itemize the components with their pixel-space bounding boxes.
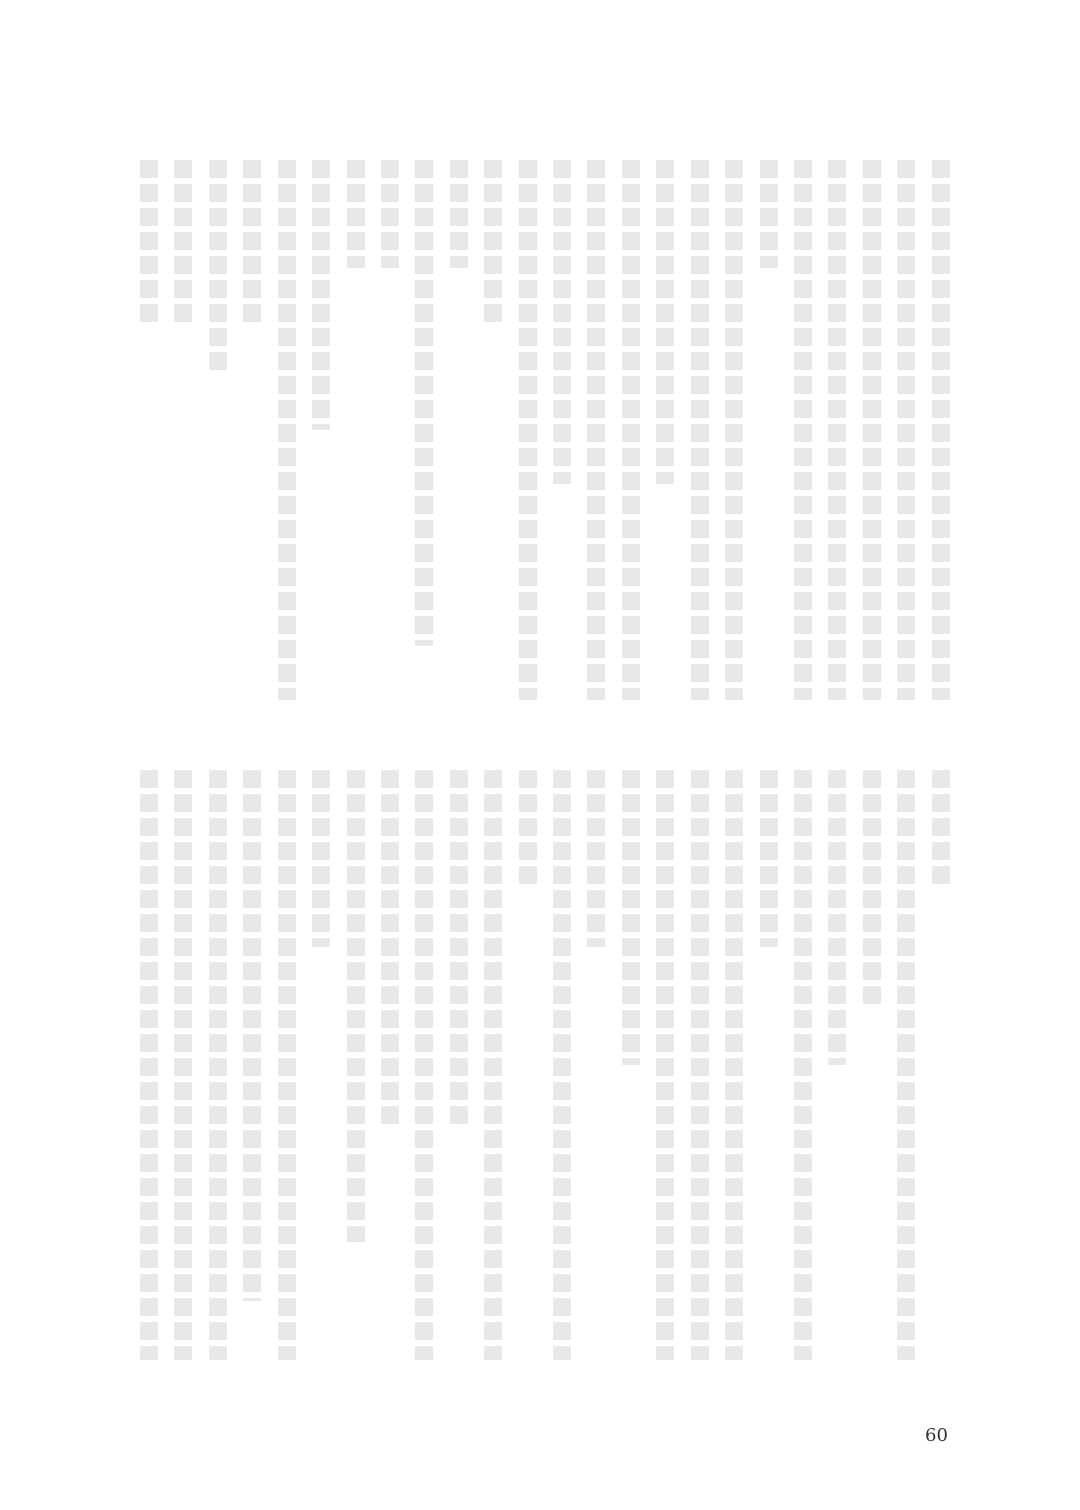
- text-column-placeholder: [278, 160, 296, 700]
- text-column-placeholder: [209, 160, 227, 376]
- text-column-placeholder: [484, 160, 502, 322]
- text-column-placeholder: [450, 160, 468, 268]
- text-column-placeholder: [484, 770, 502, 1360]
- text-column-placeholder: [415, 160, 433, 646]
- text-column-placeholder: [760, 770, 778, 947]
- text-column-placeholder: [347, 770, 365, 1242]
- text-column-placeholder: [587, 770, 605, 947]
- text-column-placeholder: [347, 160, 365, 268]
- text-column-placeholder: [140, 770, 158, 1360]
- lower-text-block: [140, 770, 950, 1360]
- text-column-placeholder: [312, 770, 330, 947]
- text-column-placeholder: [897, 160, 915, 700]
- text-column-placeholder: [209, 770, 227, 1360]
- text-column-placeholder: [656, 160, 674, 484]
- text-column-placeholder: [415, 770, 433, 1360]
- text-column-placeholder: [519, 160, 537, 700]
- text-column-placeholder: [863, 770, 881, 1006]
- page-number: 60: [925, 1425, 948, 1446]
- text-column-placeholder: [553, 160, 571, 484]
- text-column-placeholder: [794, 160, 812, 700]
- text-column-placeholder: [863, 160, 881, 700]
- text-column-placeholder: [691, 770, 709, 1360]
- text-column-placeholder: [243, 160, 261, 322]
- text-column-placeholder: [140, 160, 158, 322]
- text-column-placeholder: [553, 770, 571, 1360]
- text-column-placeholder: [828, 770, 846, 1065]
- text-column-placeholder: [278, 770, 296, 1360]
- text-column-placeholder: [932, 160, 950, 700]
- text-column-placeholder: [174, 770, 192, 1360]
- text-column-placeholder: [312, 160, 330, 430]
- text-column-placeholder: [519, 770, 537, 888]
- text-column-placeholder: [656, 770, 674, 1360]
- upper-text-block: [140, 160, 950, 700]
- text-column-placeholder: [725, 160, 743, 700]
- text-column-placeholder: [932, 770, 950, 888]
- text-column-placeholder: [381, 160, 399, 268]
- text-column-placeholder: [622, 770, 640, 1065]
- text-column-placeholder: [381, 770, 399, 1124]
- text-column-placeholder: [897, 770, 915, 1360]
- text-column-placeholder: [174, 160, 192, 322]
- text-column-placeholder: [691, 160, 709, 700]
- text-column-placeholder: [794, 770, 812, 1360]
- text-column-placeholder: [760, 160, 778, 268]
- text-column-placeholder: [243, 770, 261, 1301]
- text-column-placeholder: [828, 160, 846, 700]
- text-column-placeholder: [725, 770, 743, 1360]
- text-column-placeholder: [450, 770, 468, 1124]
- text-column-placeholder: [587, 160, 605, 700]
- text-column-placeholder: [622, 160, 640, 700]
